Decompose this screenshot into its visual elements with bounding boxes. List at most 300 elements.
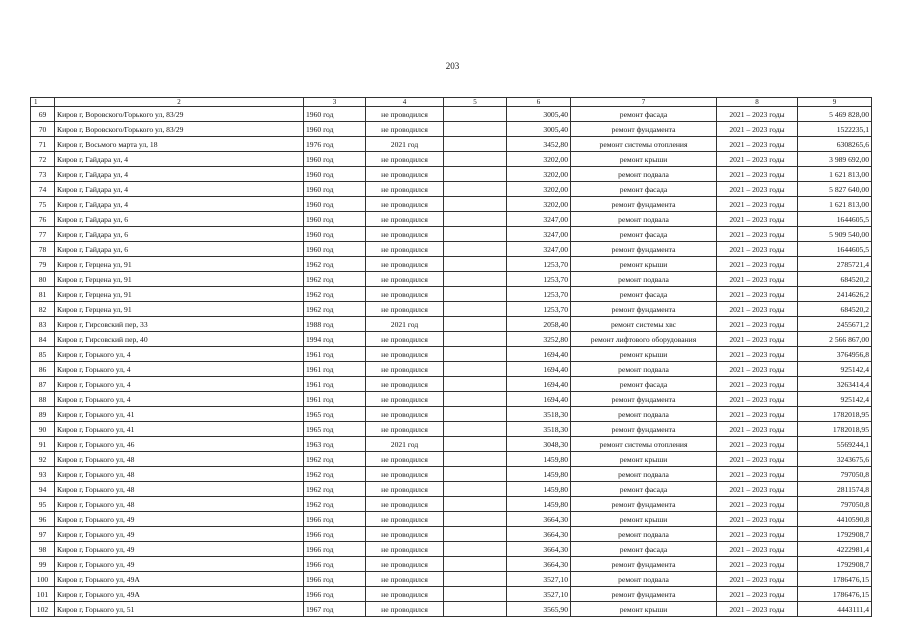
period-cell: 2021 – 2023 годы — [717, 377, 798, 392]
last-repair-cell: не проводился — [366, 422, 444, 437]
table-row — [31, 137, 872, 152]
last-repair-cell: не проводился — [366, 467, 444, 482]
area-cell: 3202,00 — [507, 197, 571, 212]
cost-cell: 2785721,4 — [798, 257, 872, 272]
empty-cell — [444, 482, 507, 497]
work-type-cell: ремонт системы отопления — [571, 137, 717, 152]
cost-cell: 1792908,7 — [798, 557, 872, 572]
address-cell: Киров г, Гайдара ул, 6 — [55, 242, 304, 257]
repair-schedule-table — [30, 97, 872, 617]
column-header: 7 — [571, 98, 717, 107]
work-type-cell: ремонт системы хвс — [571, 317, 717, 332]
work-type-cell: ремонт фундамента — [571, 557, 717, 572]
build-year-cell: 1994 год — [304, 332, 366, 347]
table-row — [31, 332, 872, 347]
table-row — [31, 557, 872, 572]
work-type-cell: ремонт фундамента — [571, 242, 717, 257]
empty-cell — [444, 512, 507, 527]
row-number-cell: 74 — [31, 182, 55, 197]
period-cell: 2021 – 2023 годы — [717, 152, 798, 167]
empty-cell — [444, 332, 507, 347]
last-repair-cell: не проводился — [366, 197, 444, 212]
table-row — [31, 272, 872, 287]
last-repair-cell: не проводился — [366, 182, 444, 197]
work-type-cell: ремонт фундамента — [571, 197, 717, 212]
table-row — [31, 182, 872, 197]
period-cell: 2021 – 2023 годы — [717, 317, 798, 332]
period-cell: 2021 – 2023 годы — [717, 257, 798, 272]
last-repair-cell: не проводился — [366, 242, 444, 257]
build-year-cell: 1962 год — [304, 272, 366, 287]
table-row — [31, 167, 872, 182]
address-cell: Киров г, Герцена ул, 91 — [55, 302, 304, 317]
empty-cell — [444, 152, 507, 167]
build-year-cell: 1962 год — [304, 452, 366, 467]
address-cell: Киров г, Горького ул, 49 — [55, 542, 304, 557]
area-cell: 3005,40 — [507, 122, 571, 137]
build-year-cell: 1966 год — [304, 572, 366, 587]
work-type-cell: ремонт фундамента — [571, 497, 717, 512]
last-repair-cell: не проводился — [366, 527, 444, 542]
build-year-cell: 1962 год — [304, 302, 366, 317]
cost-cell: 925142,4 — [798, 362, 872, 377]
area-cell: 1459,80 — [507, 482, 571, 497]
period-cell: 2021 – 2023 годы — [717, 482, 798, 497]
build-year-cell: 1962 год — [304, 287, 366, 302]
period-cell: 2021 – 2023 годы — [717, 332, 798, 347]
period-cell: 2021 – 2023 годы — [717, 467, 798, 482]
work-type-cell: ремонт крыши — [571, 257, 717, 272]
row-number-cell: 79 — [31, 257, 55, 272]
work-type-cell: ремонт фасада — [571, 227, 717, 242]
area-cell: 1459,80 — [507, 497, 571, 512]
cost-cell: 5 909 540,00 — [798, 227, 872, 242]
address-cell: Киров г, Воровского/Горького ул, 83/29 — [55, 107, 304, 122]
table-row — [31, 122, 872, 137]
empty-cell — [444, 497, 507, 512]
column-header: 4 — [366, 98, 444, 107]
address-cell: Киров г, Горького ул, 4 — [55, 347, 304, 362]
build-year-cell: 1960 год — [304, 242, 366, 257]
period-cell: 2021 – 2023 годы — [717, 272, 798, 287]
area-cell: 3202,00 — [507, 167, 571, 182]
build-year-cell: 1966 год — [304, 557, 366, 572]
period-cell: 2021 – 2023 годы — [717, 437, 798, 452]
build-year-cell: 1966 год — [304, 512, 366, 527]
address-cell: Киров г, Герцена ул, 91 — [55, 287, 304, 302]
address-cell: Киров г, Восьмого марта ул, 18 — [55, 137, 304, 152]
address-cell: Киров г, Гайдара ул, 6 — [55, 212, 304, 227]
empty-cell — [444, 212, 507, 227]
address-cell: Киров г, Гайдара ул, 4 — [55, 152, 304, 167]
row-number-cell: 81 — [31, 287, 55, 302]
row-number-cell: 101 — [31, 587, 55, 602]
area-cell: 3247,00 — [507, 212, 571, 227]
work-type-cell: ремонт подвала — [571, 467, 717, 482]
build-year-cell: 1961 год — [304, 347, 366, 362]
empty-cell — [444, 542, 507, 557]
address-cell: Киров г, Герцена ул, 91 — [55, 272, 304, 287]
empty-cell — [444, 587, 507, 602]
empty-cell — [444, 182, 507, 197]
area-cell: 1253,70 — [507, 287, 571, 302]
empty-cell — [444, 317, 507, 332]
last-repair-cell: не проводился — [366, 227, 444, 242]
row-number-cell: 82 — [31, 302, 55, 317]
table-row — [31, 152, 872, 167]
table-row — [31, 437, 872, 452]
last-repair-cell: не проводился — [366, 167, 444, 182]
area-cell: 1253,70 — [507, 302, 571, 317]
empty-cell — [444, 107, 507, 122]
row-number-cell: 93 — [31, 467, 55, 482]
last-repair-cell: 2021 год — [366, 437, 444, 452]
row-number-cell: 83 — [31, 317, 55, 332]
build-year-cell: 1967 год — [304, 602, 366, 617]
cost-cell: 1644605,5 — [798, 212, 872, 227]
area-cell: 3202,00 — [507, 152, 571, 167]
period-cell: 2021 – 2023 годы — [717, 392, 798, 407]
row-number-cell: 89 — [31, 407, 55, 422]
cost-cell: 1 621 813,00 — [798, 197, 872, 212]
work-type-cell: ремонт подвала — [571, 272, 717, 287]
empty-cell — [444, 602, 507, 617]
period-cell: 2021 – 2023 годы — [717, 497, 798, 512]
row-number-cell: 73 — [31, 167, 55, 182]
build-year-cell: 1960 год — [304, 152, 366, 167]
last-repair-cell: не проводился — [366, 497, 444, 512]
period-cell: 2021 – 2023 годы — [717, 227, 798, 242]
area-cell: 3202,00 — [507, 182, 571, 197]
table-row — [31, 212, 872, 227]
build-year-cell: 1960 год — [304, 212, 366, 227]
table-row — [31, 542, 872, 557]
period-cell: 2021 – 2023 годы — [717, 197, 798, 212]
column-number-row — [31, 98, 872, 107]
table-row — [31, 482, 872, 497]
cost-cell: 797050,8 — [798, 497, 872, 512]
last-repair-cell: не проводился — [366, 212, 444, 227]
last-repair-cell: не проводился — [366, 602, 444, 617]
address-cell: Киров г, Горького ул, 48 — [55, 482, 304, 497]
area-cell: 3518,30 — [507, 422, 571, 437]
empty-cell — [444, 407, 507, 422]
address-cell: Киров г, Горького ул, 51 — [55, 602, 304, 617]
table-row — [31, 347, 872, 362]
period-cell: 2021 – 2023 годы — [717, 557, 798, 572]
empty-cell — [444, 227, 507, 242]
build-year-cell: 1976 год — [304, 137, 366, 152]
table-row — [31, 392, 872, 407]
area-cell: 3664,30 — [507, 557, 571, 572]
last-repair-cell: не проводился — [366, 107, 444, 122]
cost-cell: 1792908,7 — [798, 527, 872, 542]
address-cell: Киров г, Горького ул, 49 — [55, 557, 304, 572]
row-number-cell: 88 — [31, 392, 55, 407]
last-repair-cell: не проводился — [366, 122, 444, 137]
column-header: 6 — [507, 98, 571, 107]
table-row — [31, 497, 872, 512]
area-cell: 1694,40 — [507, 392, 571, 407]
area-cell: 3452,80 — [507, 137, 571, 152]
area-cell: 1253,70 — [507, 257, 571, 272]
column-header: 1 — [31, 98, 55, 107]
empty-cell — [444, 257, 507, 272]
work-type-cell: ремонт крыши — [571, 152, 717, 167]
column-header: 5 — [444, 98, 507, 107]
cost-cell: 5 469 828,00 — [798, 107, 872, 122]
last-repair-cell: не проводился — [366, 542, 444, 557]
build-year-cell: 1966 год — [304, 587, 366, 602]
table-row — [31, 602, 872, 617]
last-repair-cell: не проводился — [366, 257, 444, 272]
cost-cell: 5 827 640,00 — [798, 182, 872, 197]
cost-cell: 684520,2 — [798, 272, 872, 287]
row-number-cell: 94 — [31, 482, 55, 497]
cost-cell: 5569244,1 — [798, 437, 872, 452]
table-row — [31, 107, 872, 122]
period-cell: 2021 – 2023 годы — [717, 587, 798, 602]
build-year-cell: 1988 год — [304, 317, 366, 332]
page-number: 203 — [445, 61, 460, 71]
area-cell: 1459,80 — [507, 452, 571, 467]
row-number-cell: 95 — [31, 497, 55, 512]
last-repair-cell: не проводился — [366, 572, 444, 587]
cost-cell: 4222981,4 — [798, 542, 872, 557]
row-number-cell: 69 — [31, 107, 55, 122]
table-row — [31, 287, 872, 302]
area-cell: 2058,40 — [507, 317, 571, 332]
period-cell: 2021 – 2023 годы — [717, 422, 798, 437]
period-cell: 2021 – 2023 годы — [717, 542, 798, 557]
work-type-cell: ремонт фундамента — [571, 392, 717, 407]
row-number-cell: 100 — [31, 572, 55, 587]
period-cell: 2021 – 2023 годы — [717, 287, 798, 302]
cost-cell: 4443111,4 — [798, 602, 872, 617]
row-number-cell: 96 — [31, 512, 55, 527]
build-year-cell: 1966 год — [304, 527, 366, 542]
last-repair-cell: не проводился — [366, 557, 444, 572]
area-cell: 3527,10 — [507, 587, 571, 602]
address-cell: Киров г, Горького ул, 49А — [55, 587, 304, 602]
cost-cell: 925142,4 — [798, 392, 872, 407]
address-cell: Киров г, Гайдара ул, 4 — [55, 182, 304, 197]
address-cell: Киров г, Гирсовский пер, 40 — [55, 332, 304, 347]
address-cell: Киров г, Горького ул, 49 — [55, 527, 304, 542]
table-body — [31, 107, 872, 617]
last-repair-cell: не проводился — [366, 392, 444, 407]
work-type-cell: ремонт фундамента — [571, 422, 717, 437]
period-cell: 2021 – 2023 годы — [717, 362, 798, 377]
period-cell: 2021 – 2023 годы — [717, 182, 798, 197]
empty-cell — [444, 392, 507, 407]
work-type-cell: ремонт фасада — [571, 182, 717, 197]
work-type-cell: ремонт фундамента — [571, 122, 717, 137]
empty-cell — [444, 167, 507, 182]
area-cell: 3527,10 — [507, 572, 571, 587]
row-number-cell: 78 — [31, 242, 55, 257]
work-type-cell: ремонт крыши — [571, 452, 717, 467]
work-type-cell: ремонт фасада — [571, 542, 717, 557]
address-cell: Киров г, Горького ул, 4 — [55, 362, 304, 377]
row-number-cell: 98 — [31, 542, 55, 557]
table-row — [31, 467, 872, 482]
row-number-cell: 87 — [31, 377, 55, 392]
row-number-cell: 102 — [31, 602, 55, 617]
address-cell: Киров г, Горького ул, 4 — [55, 377, 304, 392]
cost-cell: 797050,8 — [798, 467, 872, 482]
address-cell: Киров г, Горького ул, 4 — [55, 392, 304, 407]
table-row — [31, 377, 872, 392]
last-repair-cell: не проводился — [366, 302, 444, 317]
cost-cell: 1782018,95 — [798, 422, 872, 437]
table-row — [31, 587, 872, 602]
build-year-cell: 1960 год — [304, 107, 366, 122]
last-repair-cell: 2021 год — [366, 137, 444, 152]
empty-cell — [444, 122, 507, 137]
empty-cell — [444, 242, 507, 257]
empty-cell — [444, 557, 507, 572]
empty-cell — [444, 422, 507, 437]
period-cell: 2021 – 2023 годы — [717, 527, 798, 542]
cost-cell: 1 621 813,00 — [798, 167, 872, 182]
empty-cell — [444, 467, 507, 482]
build-year-cell: 1962 год — [304, 467, 366, 482]
build-year-cell: 1966 год — [304, 542, 366, 557]
cost-cell: 1644605,5 — [798, 242, 872, 257]
cost-cell: 684520,2 — [798, 302, 872, 317]
area-cell: 1694,40 — [507, 377, 571, 392]
row-number-cell: 75 — [31, 197, 55, 212]
row-number-cell: 77 — [31, 227, 55, 242]
work-type-cell: ремонт фундамента — [571, 587, 717, 602]
table-row — [31, 527, 872, 542]
empty-cell — [444, 197, 507, 212]
last-repair-cell: не проводился — [366, 287, 444, 302]
last-repair-cell: не проводился — [366, 332, 444, 347]
build-year-cell: 1960 год — [304, 122, 366, 137]
table-row — [31, 197, 872, 212]
column-header: 3 — [304, 98, 366, 107]
period-cell: 2021 – 2023 годы — [717, 512, 798, 527]
table-row — [31, 362, 872, 377]
address-cell: Киров г, Горького ул, 48 — [55, 467, 304, 482]
area-cell: 3664,30 — [507, 542, 571, 557]
row-number-cell: 91 — [31, 437, 55, 452]
period-cell: 2021 – 2023 годы — [717, 167, 798, 182]
cost-cell: 1786476,15 — [798, 587, 872, 602]
last-repair-cell: не проводился — [366, 272, 444, 287]
empty-cell — [444, 527, 507, 542]
build-year-cell: 1961 год — [304, 392, 366, 407]
period-cell: 2021 – 2023 годы — [717, 302, 798, 317]
table-row — [31, 257, 872, 272]
address-cell: Киров г, Гайдара ул, 4 — [55, 197, 304, 212]
period-cell: 2021 – 2023 годы — [717, 122, 798, 137]
area-cell: 3252,80 — [507, 332, 571, 347]
empty-cell — [444, 347, 507, 362]
table-row — [31, 242, 872, 257]
area-cell: 1253,70 — [507, 272, 571, 287]
last-repair-cell: не проводился — [366, 347, 444, 362]
last-repair-cell: не проводился — [366, 362, 444, 377]
area-cell: 1459,80 — [507, 467, 571, 482]
address-cell: Киров г, Горького ул, 41 — [55, 422, 304, 437]
cost-cell: 4410590,8 — [798, 512, 872, 527]
period-cell: 2021 – 2023 годы — [717, 137, 798, 152]
row-number-cell: 72 — [31, 152, 55, 167]
area-cell: 3664,30 — [507, 527, 571, 542]
table-row — [31, 512, 872, 527]
build-year-cell: 1962 год — [304, 257, 366, 272]
row-number-cell: 85 — [31, 347, 55, 362]
address-cell: Киров г, Горького ул, 48 — [55, 452, 304, 467]
area-cell: 3005,40 — [507, 107, 571, 122]
empty-cell — [444, 272, 507, 287]
row-number-cell: 97 — [31, 527, 55, 542]
period-cell: 2021 – 2023 годы — [717, 572, 798, 587]
address-cell: Киров г, Горького ул, 49А — [55, 572, 304, 587]
cost-cell: 1786476,15 — [798, 572, 872, 587]
table-row — [31, 452, 872, 467]
row-number-cell: 86 — [31, 362, 55, 377]
last-repair-cell: не проводился — [366, 377, 444, 392]
row-number-cell: 71 — [31, 137, 55, 152]
table-row — [31, 317, 872, 332]
last-repair-cell: не проводился — [366, 407, 444, 422]
area-cell: 1694,40 — [507, 347, 571, 362]
build-year-cell: 1960 год — [304, 197, 366, 212]
column-header: 8 — [717, 98, 798, 107]
empty-cell — [444, 572, 507, 587]
work-type-cell: ремонт подвала — [571, 407, 717, 422]
row-number-cell: 92 — [31, 452, 55, 467]
area-cell: 3048,30 — [507, 437, 571, 452]
work-type-cell: ремонт подвала — [571, 527, 717, 542]
address-cell: Киров г, Гайдара ул, 6 — [55, 227, 304, 242]
column-header: 9 — [798, 98, 872, 107]
cost-cell: 3263414,4 — [798, 377, 872, 392]
row-number-cell: 84 — [31, 332, 55, 347]
build-year-cell: 1960 год — [304, 227, 366, 242]
address-cell: Киров г, Горького ул, 48 — [55, 497, 304, 512]
period-cell: 2021 – 2023 годы — [717, 212, 798, 227]
build-year-cell: 1962 год — [304, 497, 366, 512]
address-cell: Киров г, Герцена ул, 91 — [55, 257, 304, 272]
last-repair-cell: 2021 год — [366, 317, 444, 332]
area-cell: 3247,00 — [507, 242, 571, 257]
work-type-cell: ремонт фасада — [571, 482, 717, 497]
cost-cell: 2811574,8 — [798, 482, 872, 497]
cost-cell: 1522235,1 — [798, 122, 872, 137]
cost-cell: 2414626,2 — [798, 287, 872, 302]
work-type-cell: ремонт фасада — [571, 107, 717, 122]
build-year-cell: 1961 год — [304, 377, 366, 392]
cost-cell: 3764956,8 — [798, 347, 872, 362]
area-cell: 1694,40 — [507, 362, 571, 377]
work-type-cell: ремонт подвала — [571, 362, 717, 377]
work-type-cell: ремонт крыши — [571, 602, 717, 617]
cost-cell: 1782018,95 — [798, 407, 872, 422]
address-cell: Киров г, Гайдара ул, 4 — [55, 167, 304, 182]
period-cell: 2021 – 2023 годы — [717, 242, 798, 257]
address-cell: Киров г, Горького ул, 46 — [55, 437, 304, 452]
table-row — [31, 422, 872, 437]
empty-cell — [444, 452, 507, 467]
work-type-cell: ремонт системы отопления — [571, 437, 717, 452]
period-cell: 2021 – 2023 годы — [717, 602, 798, 617]
build-year-cell: 1965 год — [304, 422, 366, 437]
